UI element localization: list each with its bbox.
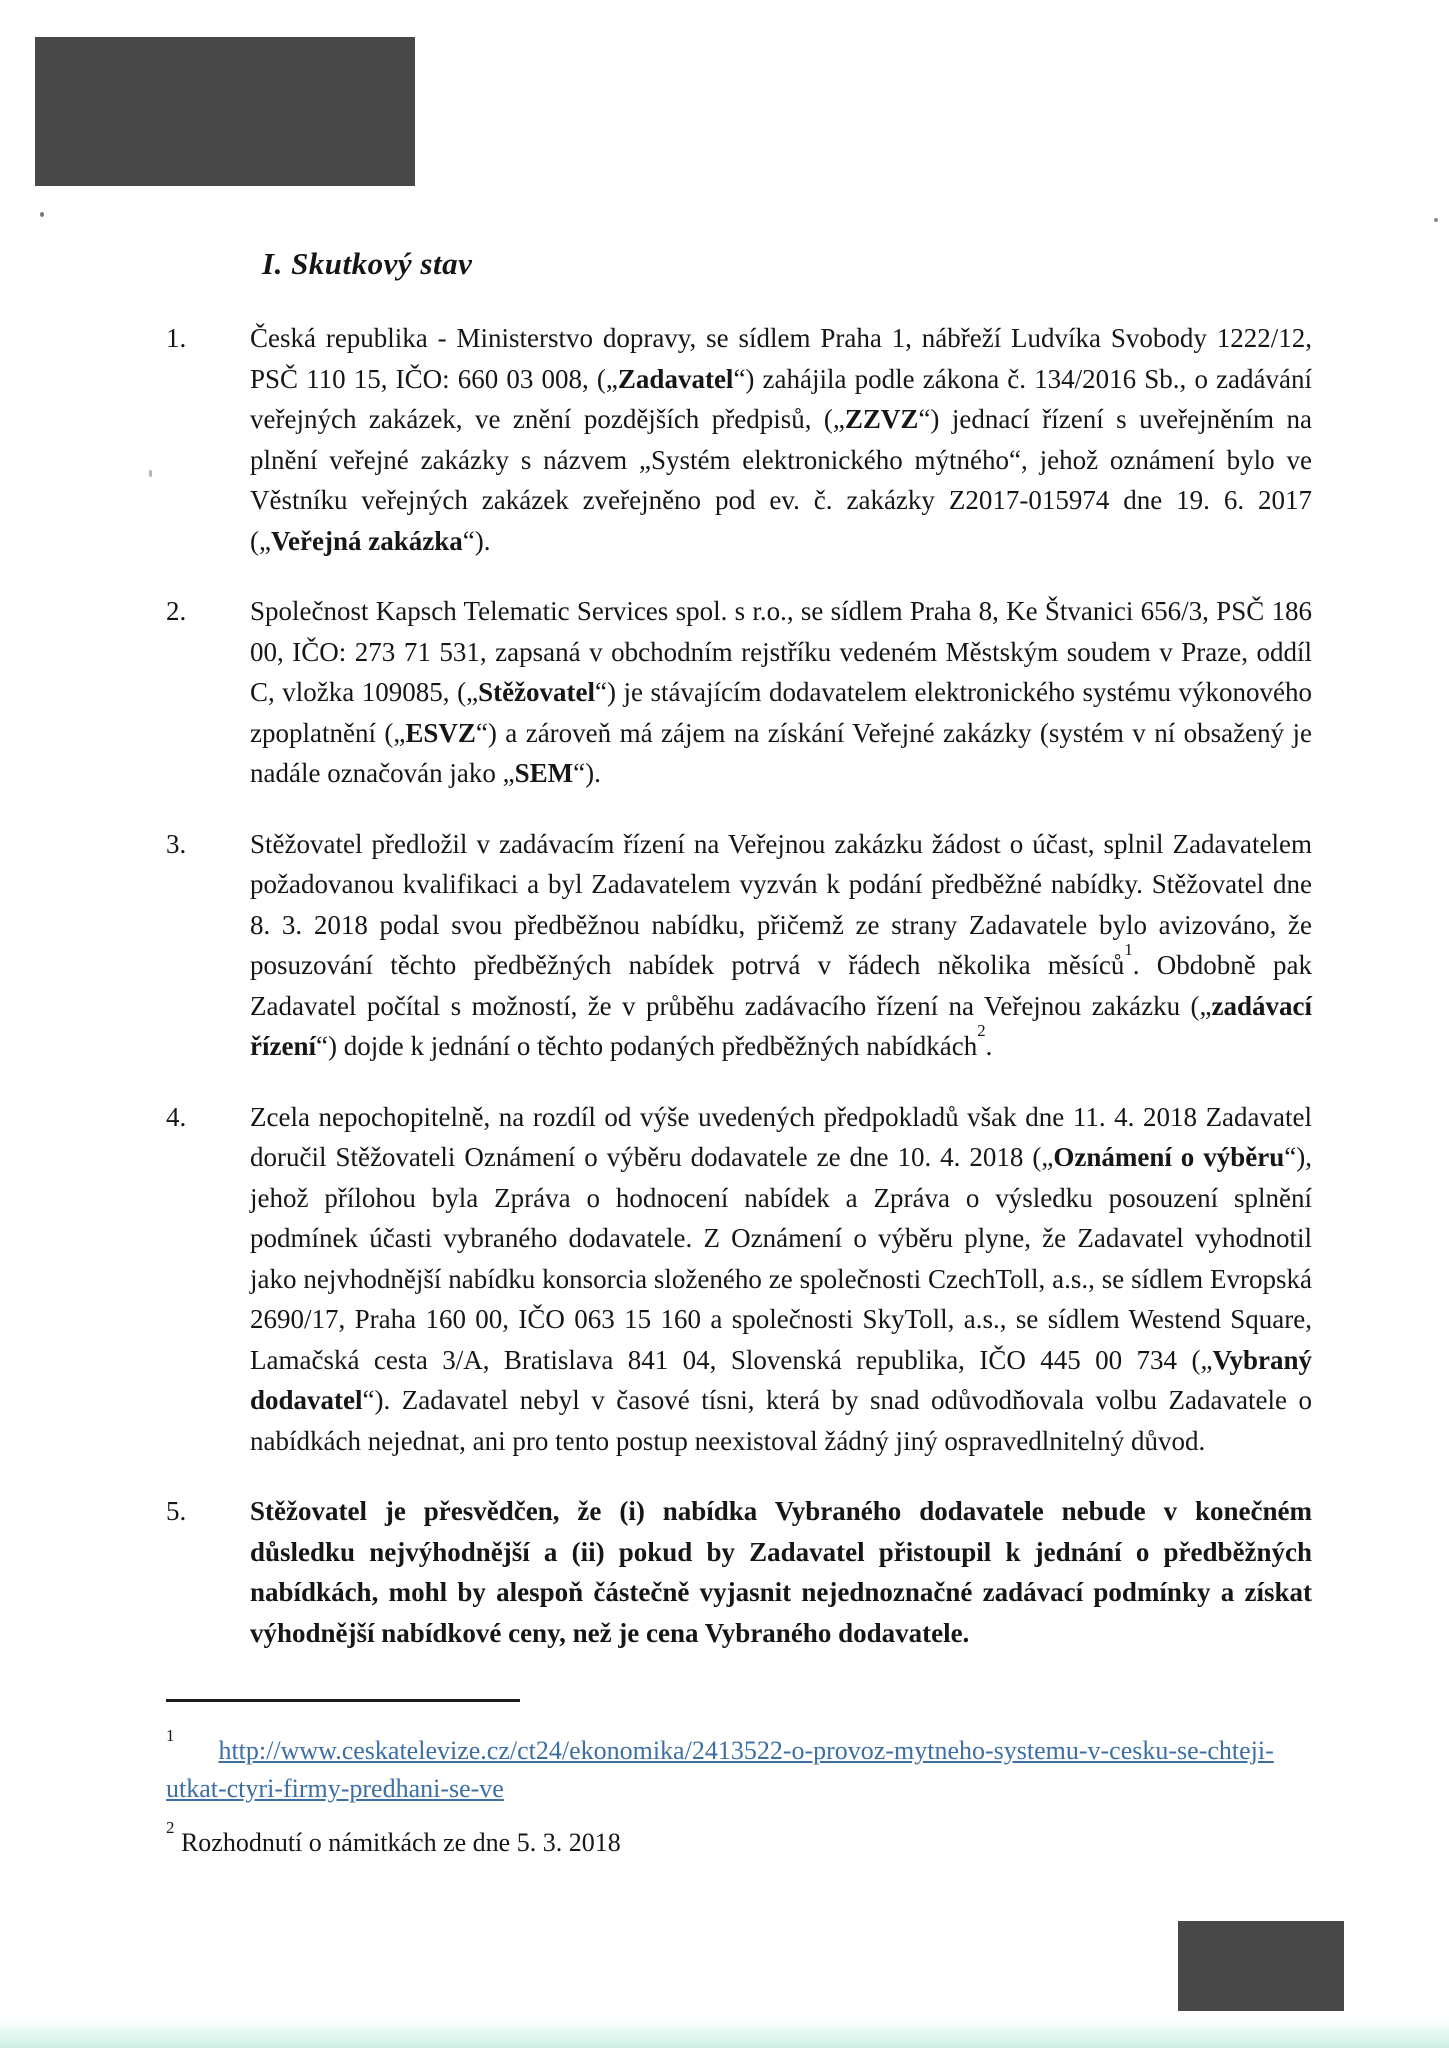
- footnote-ref-2: 2: [977, 1020, 986, 1040]
- text-run: “), jehož přílohou byla Zpráva o hodnocení nabídek a Zpráva o výsledku posouzení splnění podmínek účasti vybraného dodavatele. Z Oznámení o výběru plyne, že Zadavatel vyhodnotil jako nejvhodnější nabídku konsorcia složeného ze společnosti CzechToll, a.s., se sídlem Evropská 2690/17, Praha 160 00, IČO 063 15 160 a společnosti SkyToll, a.s., se sídlem Westend Square, Lamačská cesta 3/A, Bratislava 841 04, Slovenská republika, IČO 445 00 734 („: [250, 1142, 1313, 1375]
- text-run: “) je stávajícím dodavatelem elektronického systému výkonového zpoplatnění („: [250, 677, 1312, 748]
- footnote-2-marker: 2: [166, 1817, 175, 1837]
- paragraph-3: [166, 824, 1313, 1067]
- bold-term-zzvz: ZZVZ: [844, 404, 919, 434]
- text-run: “) dojde k jednání o těchto podaných předběžných nabídkách: [315, 1031, 978, 1061]
- text-run: Společnost Kapsch Telematic Services spol. s r.o., se sídlem Praha 8, Ke Štvanici 656/3, PSČ 186 00, IČO: 273 71 531, zapsaná v obchodním rejstříku vedeném Městským soudem v Praze, oddíl C, vložka 109085, („: [250, 596, 1312, 707]
- footnote-1-marker: 1: [166, 1725, 175, 1745]
- bold-term-sem: SEM: [514, 758, 574, 788]
- text-run: .: [985, 1031, 993, 1061]
- bold-term-zadavatel: Zadavatel: [617, 363, 734, 394]
- paragraph-2: [166, 591, 1313, 794]
- footnote-2-text: Rozhodnutí o námitkách ze dne 5. 3. 2018: [180, 1828, 621, 1857]
- text-run: Zcela nepochopitelně, na rozdíl od výše uvedených předpokladů však dne 11. 4. 2018 Zadavatel doručil Stěžovateli Oznámení o výběru dodavatele ze dne 10. 4. 2018 („: [250, 1101, 1312, 1172]
- text-run: “) jednací řízení s uveřejněním na plnění veřejné zakázky s názvem „Systém elektronického mýtného“, jehož oznámení bylo ve Věstníku veřejných zakázek zveřejněno pod ev. č. zakázky Z2017-015974 dne 19. 6. 2017 („: [250, 404, 1312, 556]
- text-run: “). Zadavatel nebyl v časové tísni, která by snad odůvodňovala volbu Zadavatele o nabídkách nejednat, ani pro tento postup neexistoval žádný jiný ospravedlnitelný důvod.: [250, 1385, 1312, 1456]
- bold-term-verejna-zakazka: Veřejná zakázka: [270, 525, 463, 556]
- footnote-2: [166, 1817, 1332, 1862]
- scan-artifact-dot: [1434, 218, 1438, 222]
- paragraph-3-number: 3.: [166, 828, 187, 859]
- scan-edge-artifact: [0, 2018, 1449, 2048]
- text-run: . Obdobně pak Zadavatel počítal s možností, že v průběhu zadávacího řízení na Veřejnou zakázku („: [250, 950, 1313, 1021]
- text-run: “).: [573, 758, 601, 788]
- redacted-block-top: [35, 37, 415, 186]
- footnote-ref-1: 1: [1124, 939, 1133, 959]
- paragraph-1-number: 1.: [166, 323, 187, 353]
- text-run: Česká republika - Ministerstvo dopravy, se sídlem Praha 1, nábřeží Ludvíka Svobody 1222/12, PSČ 110 15, IČO: 660 03 008, („: [250, 323, 1312, 394]
- text-run: “).: [462, 525, 491, 556]
- scan-artifact-dot: [149, 470, 152, 477]
- bold-term-stezovatel: Stěžovatel: [478, 677, 596, 707]
- paragraph-5-number: 5.: [166, 1496, 187, 1526]
- bold-term-vybrany-dodavatel: Vybraný dodavatel: [250, 1344, 1312, 1415]
- paragraph-1: [166, 318, 1313, 561]
- bold-term-oznameni-o-vyberu: Oznámení o výběru: [1053, 1142, 1285, 1172]
- text-run: “) zahájila podle zákona č. 134/2016 Sb., o zadávání veřejných zakázek, ve znění pozdějších předpisů, („: [250, 363, 1313, 434]
- bold-term-esvz: ESVZ: [405, 717, 476, 748]
- paragraph-4-number: 4.: [166, 1101, 187, 1132]
- scan-artifact-dot: [40, 212, 44, 217]
- redacted-block-bottom: [1178, 1921, 1344, 2011]
- footnote-separator: [166, 1699, 520, 1702]
- footnote-1: [166, 1725, 1332, 1808]
- section-heading: I. Skutkový stav: [262, 246, 473, 281]
- footnote-link[interactable]: http://www.ceskatelevize.cz/ct24/ekonomika/2413522-o-provoz-mytneho-systemu-v-cesku-se-chteji-utkat-ctyri-firmy-predhani-se-ve: [166, 1736, 1274, 1803]
- text-run: Stěžovatel předložil v zadávacím řízení na Veřejnou zakázku žádost o účast, splnil Zadavatelem požadovanou kvalifikaci a byl Zadavatelem vyzván k podání předběžné nabídky. Stěžovatel dne 8. 3. 2018 podal svou předběžnou nabídku, přičemž ze strany Zadavatele bylo avizováno, že posuzování těchto předběžných nabídek potrvá v řádech několika měsíců: [250, 828, 1312, 980]
- paragraph-2-number: 2.: [166, 596, 187, 626]
- bold-term-zadavaci-rizeni: zadávací řízení: [250, 990, 1312, 1061]
- text-run: “) a zároveň má zájem na získání Veřejné zakázky (systém v ní obsažený je nadále označován jako „: [250, 717, 1313, 788]
- paragraph-5: [166, 1491, 1312, 1653]
- paragraph-4: [166, 1097, 1313, 1462]
- text-run: Stěžovatel je přesvědčen, že (i) nabídka Vybraného dodavatele nebude v konečném důsledku nejvýhodnější a (ii) pokud by Zadavatel přistoupil k jednání o předběžných nabídkách, mohl by alespoň částečně vyjasnit nejednoznačné zadávací podmínky a získat výhodnější nabídkové ceny, než je cena Vybraného dodavatele.: [250, 1496, 1312, 1648]
